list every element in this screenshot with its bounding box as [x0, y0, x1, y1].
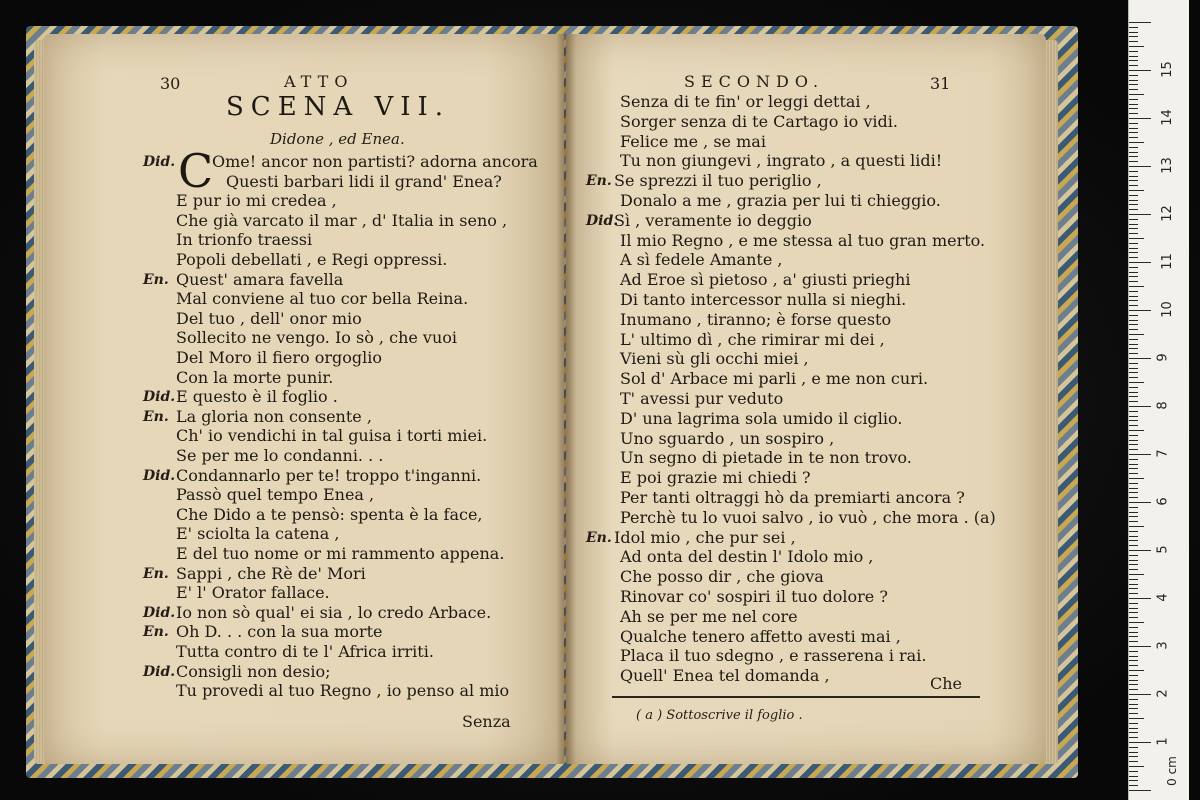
- ruler-tick: [1129, 492, 1138, 493]
- ruler-tick: [1129, 728, 1138, 729]
- ruler-number: 12: [1159, 205, 1175, 222]
- ruler-tick: [1129, 488, 1138, 489]
- ruler-tick: [1129, 372, 1138, 373]
- ruler-tick: [1129, 358, 1151, 359]
- verse-line: Donalo a me , grazia per lui ti chieggio.: [620, 191, 941, 210]
- ruler-tick: [1129, 660, 1138, 661]
- ruler-tick: [1129, 627, 1138, 628]
- ruler-tick: [1129, 46, 1144, 47]
- ruler-tick: [1129, 444, 1138, 445]
- ruler-tick: [1129, 785, 1138, 786]
- ruler-tick: [1129, 622, 1144, 623]
- verse-line: Sì , veramente io deggio: [614, 210, 812, 230]
- ruler-number: 14: [1159, 109, 1175, 126]
- ruler-tick: [1129, 507, 1138, 508]
- verse-line: Vieni sù gli occhi miei ,: [620, 349, 809, 369]
- verse-line: Sappi , che Rè de' Mori: [176, 563, 366, 583]
- ruler-tick: [1129, 440, 1138, 441]
- ruler-tick: [1129, 185, 1138, 186]
- drop-cap: C: [178, 144, 214, 198]
- verse-line: Condannarlo per te! troppo t'inganni.: [176, 465, 482, 485]
- page-edges-right: [1044, 40, 1058, 764]
- ruler-tick: [1129, 128, 1138, 129]
- right-running-head: SECONDO.: [684, 72, 825, 91]
- ruler-tick: [1129, 579, 1138, 580]
- ruler-tick: [1129, 329, 1138, 330]
- footnote-rule: [612, 696, 980, 698]
- ruler-tick: [1129, 281, 1138, 282]
- verse-line: Tutta contro di te l' Africa irriti.: [176, 642, 434, 661]
- ruler-tick: [1129, 689, 1138, 690]
- ruler-tick: [1129, 272, 1138, 273]
- ruler-tick: [1129, 75, 1138, 76]
- ruler-tick: [1129, 104, 1138, 105]
- ruler-tick: [1129, 656, 1138, 657]
- ruler-tick: [1129, 257, 1138, 258]
- speaker-label: En.: [143, 408, 169, 425]
- ruler-tick: [1129, 708, 1138, 709]
- ruler-tick: [1129, 420, 1138, 421]
- ruler-number: 3: [1155, 641, 1171, 650]
- verse-line: Sol d' Arbace mi parli , e me non curi.: [620, 369, 929, 389]
- verse-line: Idol mio , che pur sei ,: [614, 527, 796, 547]
- ruler-tick: [1129, 497, 1138, 498]
- scene-persons: Didone , ed Enea.: [270, 130, 405, 148]
- verse-line: Che già varcato il mar , d' Italia in seno ,: [176, 210, 508, 230]
- ruler-tick: [1129, 176, 1138, 177]
- ruler-tick: [1129, 516, 1138, 517]
- ruler-number: 5: [1155, 545, 1171, 554]
- verse-line: Tu provedi al tuo Regno , io penso al mio: [176, 681, 510, 701]
- ruler-tick: [1129, 430, 1144, 431]
- ruler-tick: [1129, 392, 1138, 393]
- ruler-tick: [1129, 243, 1138, 244]
- ruler-tick: [1129, 771, 1138, 772]
- ruler-tick: [1129, 449, 1138, 450]
- ruler-tick: [1129, 339, 1138, 340]
- ruler-tick: [1129, 382, 1144, 383]
- ruler-tick: [1129, 310, 1151, 311]
- verse-line: Se per me lo condanni. . .: [176, 446, 384, 465]
- ruler-tick: [1129, 224, 1138, 225]
- ruler-tick: [1129, 200, 1138, 201]
- ruler-tick: [1129, 113, 1138, 114]
- ruler-tick: [1129, 152, 1138, 153]
- book-gutter: [556, 34, 576, 764]
- verse-line: Di tanto intercessor nulla si nieghi.: [620, 290, 907, 309]
- ruler-tick: [1129, 608, 1138, 609]
- ruler-tick: [1129, 584, 1138, 585]
- ruler-number: 7: [1155, 449, 1171, 458]
- verse-line: Quell' Enea tel domanda ,: [620, 666, 830, 686]
- ruler-tick: [1129, 555, 1138, 556]
- ruler-tick: [1129, 464, 1138, 465]
- ruler-tick: [1129, 636, 1138, 637]
- verse-line: Con la morte punir.: [176, 367, 334, 387]
- verse-line: E pur io mi credea ,: [176, 191, 337, 211]
- ruler-tick: [1129, 209, 1138, 210]
- verse-line: Che Dido a te pensò: spenta è la face,: [176, 504, 483, 524]
- ruler-tick: [1129, 70, 1151, 71]
- ruler-tick: [1129, 123, 1138, 124]
- ruler-tick: [1129, 180, 1138, 181]
- ruler-tick: [1129, 483, 1138, 484]
- ruler-tick: [1129, 401, 1138, 402]
- verse-line: E' l' Orator fallace.: [176, 583, 330, 603]
- ruler-tick: [1129, 214, 1151, 215]
- ruler-tick: [1129, 790, 1151, 791]
- verse-line: T' avessi pur veduto: [620, 389, 784, 408]
- verse-line: E' sciolta la catena ,: [176, 524, 340, 544]
- ruler-tick: [1129, 84, 1138, 85]
- ruler-unit-label: 0 cm: [1164, 756, 1179, 786]
- ruler-tick: [1129, 368, 1138, 369]
- speaker-label: Did.: [143, 154, 176, 170]
- verse-line: Consigli non desio;: [176, 661, 331, 681]
- ruler-tick: [1129, 36, 1138, 37]
- verse-line: L' ultimo dì , che rimirar mi dei ,: [620, 329, 885, 349]
- ruler-tick: [1129, 742, 1151, 743]
- ruler-tick: [1129, 320, 1138, 321]
- verse-line: Oh D. . . con la sua morte: [176, 622, 383, 642]
- ruler-tick: [1129, 540, 1138, 541]
- ruler-tick: [1129, 300, 1138, 301]
- verse-line: Perchè tu lo vuoi salvo , io vuò , che mora . (a): [620, 507, 996, 527]
- ruler-tick: [1129, 262, 1151, 263]
- verse-line: E del tuo nome or mi rammento appena.: [176, 544, 505, 563]
- ruler-tick: [1129, 550, 1151, 551]
- ruler-tick: [1129, 416, 1138, 417]
- ruler-tick: [1129, 190, 1144, 191]
- ruler-tick: [1129, 588, 1138, 589]
- ruler-tick: [1129, 276, 1138, 277]
- verse-line: Placa il tuo sdegno , e rasserena i rai.: [620, 646, 927, 666]
- verse-line: Ad onta del destin l' Idolo mio ,: [620, 547, 874, 567]
- ruler-tick: [1129, 291, 1138, 292]
- speaker-label: En.: [143, 565, 169, 582]
- ruler-tick: [1129, 406, 1151, 407]
- ruler-tick: [1129, 51, 1138, 52]
- ruler-tick: [1129, 526, 1144, 527]
- verse-line: Qualche tenero affetto avesti mai ,: [620, 626, 901, 646]
- ruler-number: 4: [1155, 593, 1171, 602]
- ruler-tick: [1129, 166, 1151, 167]
- verse-line: Mal conviene al tuo cor bella Reina.: [176, 289, 469, 309]
- scene-title: SCENA VII.: [226, 92, 451, 122]
- ruler-tick: [1129, 118, 1151, 119]
- ruler-tick: [1129, 704, 1138, 705]
- speaker-label: En.: [586, 173, 612, 190]
- ruler-tick: [1129, 752, 1138, 753]
- ruler-number: 11: [1159, 253, 1175, 270]
- speaker-label: Did.: [143, 389, 176, 406]
- ruler-tick: [1129, 238, 1144, 239]
- ruler-tick: [1129, 286, 1144, 287]
- ruler-tick: [1129, 574, 1144, 575]
- ruler-tick: [1129, 305, 1138, 306]
- ruler-tick: [1129, 353, 1138, 354]
- ruler-tick: [1129, 680, 1138, 681]
- ruler-number: 2: [1155, 689, 1171, 698]
- ruler-tick: [1129, 776, 1138, 777]
- verse-line: Ome! ancor non partisti? adorna ancora: [212, 152, 538, 171]
- verse-line: E questo è il foglio .: [176, 387, 338, 407]
- ruler-tick: [1129, 593, 1138, 594]
- speaker-label: Did.: [586, 212, 619, 229]
- verse-line: Felice me , se mai: [620, 131, 766, 151]
- ruler-tick: [1129, 137, 1138, 138]
- ruler-tick: [1129, 132, 1138, 133]
- ruler-tick: [1129, 32, 1138, 33]
- speaker-label: En.: [586, 529, 612, 546]
- verse-line: In trionfo traessi: [176, 230, 313, 250]
- ruler-tick: [1129, 617, 1138, 618]
- ruler-tick: [1129, 195, 1138, 196]
- verse-line: A sì fedele Amante ,: [620, 250, 783, 270]
- ruler-number: 13: [1159, 157, 1175, 174]
- ruler-tick: [1129, 545, 1138, 546]
- ruler-number: 15: [1159, 61, 1175, 78]
- ruler-tick: [1129, 324, 1138, 325]
- ruler-tick: [1129, 156, 1138, 157]
- verse-line: Io non sò qual' ei sia , lo credo Arbace.: [176, 602, 492, 622]
- verse-line: Se sprezzi il tuo periglio ,: [614, 171, 822, 191]
- ruler-tick: [1129, 478, 1144, 479]
- ruler-tick: [1129, 512, 1138, 513]
- ruler-tick: [1129, 204, 1138, 205]
- right-page-number: 31: [930, 74, 951, 93]
- ruler-tick: [1129, 142, 1144, 143]
- verse-line: Sollecito ne vengo. Io sò , che vuoi: [176, 328, 458, 348]
- ruler-tick: [1129, 718, 1144, 719]
- ruler-tick: [1129, 108, 1138, 109]
- ruler-tick: [1129, 646, 1151, 647]
- ruler-tick: [1129, 377, 1138, 378]
- ruler-tick: [1129, 161, 1138, 162]
- ruler-number: 10: [1159, 301, 1175, 318]
- ruler-tick: [1129, 459, 1138, 460]
- ruler-tick: [1129, 344, 1138, 345]
- ruler-tick: [1129, 569, 1138, 570]
- ruler-tick: [1129, 632, 1138, 633]
- verse-line: Un segno di pietade in te non trovo.: [620, 448, 912, 468]
- speaker-label: En.: [143, 271, 169, 288]
- verse-line: Rinovar co' sospiri il tuo dolore ?: [620, 587, 888, 606]
- ruler-tick: [1129, 219, 1138, 220]
- verse-line: Del Moro il fiero orgoglio: [176, 348, 382, 367]
- ruler-tick: [1129, 94, 1144, 95]
- ruler-tick: [1129, 737, 1138, 738]
- ruler-tick: [1129, 315, 1138, 316]
- ruler-tick: [1129, 27, 1138, 28]
- ruler-tick: [1129, 612, 1138, 613]
- verse-line: Il mio Regno , e me stessa al tuo gran merto.: [620, 230, 986, 250]
- ruler-tick: [1129, 598, 1151, 599]
- verse-line: D' una lagrima sola umido il ciglio.: [620, 408, 903, 428]
- verse-line: Questi barbari lidi il grand' Enea?: [226, 171, 502, 191]
- ruler-tick: [1129, 296, 1138, 297]
- measuring-ruler: [1128, 0, 1189, 800]
- ruler-tick: [1129, 723, 1138, 724]
- ruler-tick: [1129, 732, 1138, 733]
- verse-line: Del tuo , dell' onor mio: [176, 308, 362, 328]
- left-page-number: 30: [160, 74, 181, 93]
- ruler-tick: [1129, 56, 1138, 57]
- verse-line: Ch' io vendichi in tal guisa i torti miei.: [176, 426, 488, 446]
- ruler-tick: [1129, 684, 1138, 685]
- ruler-tick: [1129, 41, 1138, 42]
- ruler-tick: [1129, 761, 1138, 762]
- ruler-tick: [1129, 531, 1138, 532]
- ruler-number: 1: [1155, 737, 1171, 746]
- ruler-tick: [1129, 89, 1138, 90]
- ruler-tick: [1129, 233, 1138, 234]
- ruler-tick: [1129, 502, 1151, 503]
- ruler-tick: [1129, 641, 1138, 642]
- ruler-tick: [1129, 603, 1138, 604]
- ruler-tick: [1129, 147, 1138, 148]
- speaker-label: Did.: [143, 467, 176, 484]
- verse-line: Inumano , tiranno; è forse questo: [620, 309, 892, 329]
- ruler-tick: [1129, 267, 1138, 268]
- verse-line: La gloria non consente ,: [176, 406, 372, 426]
- verse-line: Senza di te fin' or leggi dettai ,: [620, 92, 871, 111]
- ruler-tick: [1129, 713, 1138, 714]
- verse-line: Sorger senza di te Cartago io vidi.: [620, 111, 898, 131]
- ruler-tick: [1129, 396, 1138, 397]
- verse-line: Uno sguardo , un sospiro ,: [620, 428, 835, 448]
- ruler-tick: [1129, 536, 1138, 537]
- ruler-tick: [1129, 60, 1138, 61]
- verse-line: Ad Eroe sì pietoso , a' giusti prieghi: [620, 270, 911, 290]
- ruler-tick: [1129, 694, 1151, 695]
- ruler-number: 6: [1155, 497, 1171, 506]
- ruler-tick: [1129, 756, 1138, 757]
- ruler-tick: [1129, 171, 1138, 172]
- ruler-tick: [1129, 747, 1138, 748]
- ruler-tick: [1129, 651, 1138, 652]
- ruler-tick: [1129, 468, 1138, 469]
- verse-line: Passò quel tempo Enea ,: [176, 485, 375, 505]
- ruler-tick: [1129, 564, 1138, 565]
- footnote: ( a ) Sottoscrive il foglio .: [636, 708, 803, 723]
- ruler-tick: [1129, 411, 1138, 412]
- verse-line: Per tanti oltraggi hò da premiarti ancora ?: [620, 488, 965, 507]
- left-catchword: Senza: [462, 712, 511, 731]
- ruler-tick: [1129, 99, 1138, 100]
- ruler-tick: [1129, 665, 1138, 666]
- ruler-tick: [1129, 675, 1138, 676]
- ruler-tick: [1129, 699, 1138, 700]
- ruler-tick: [1129, 252, 1138, 253]
- verse-line: Popoli debellati , e Regi oppressi.: [176, 250, 448, 269]
- ruler-tick: [1129, 780, 1138, 781]
- verse-line: Che posso dir , che giova: [620, 567, 824, 587]
- ruler-tick: [1129, 334, 1144, 335]
- verse-line: E poi grazie mi chiedi ?: [620, 468, 811, 488]
- ruler-tick: [1129, 473, 1138, 474]
- ruler-tick: [1129, 425, 1138, 426]
- ruler-tick: [1129, 670, 1144, 671]
- ruler-tick: [1129, 80, 1138, 81]
- ruler-tick: [1129, 435, 1138, 436]
- verse-line: Ah se per me nel core: [620, 606, 798, 626]
- right-catchword: Che: [930, 674, 963, 693]
- ruler-tick: [1129, 766, 1144, 767]
- ruler-tick: [1129, 521, 1138, 522]
- ruler-tick: [1129, 22, 1151, 23]
- speaker-label: Did.: [143, 663, 176, 680]
- speaker-label: Did.: [143, 604, 176, 621]
- ruler-tick: [1129, 65, 1138, 66]
- left-running-head: ATTO: [284, 72, 354, 91]
- ruler-tick: [1129, 387, 1138, 388]
- ruler-tick: [1129, 363, 1138, 364]
- ruler-tick: [1129, 248, 1138, 249]
- speaker-label: En.: [143, 624, 169, 641]
- verse-line: Tu non giungevi , ingrato , a questi lidi!: [620, 151, 943, 171]
- ruler-tick: [1129, 348, 1138, 349]
- ruler-tick: [1129, 454, 1151, 455]
- ruler-tick: [1129, 560, 1138, 561]
- ruler-number: 8: [1155, 401, 1171, 410]
- ruler-number: 9: [1155, 353, 1171, 362]
- ruler-tick: [1129, 228, 1138, 229]
- verse-line: Quest' amara favella: [176, 269, 344, 289]
